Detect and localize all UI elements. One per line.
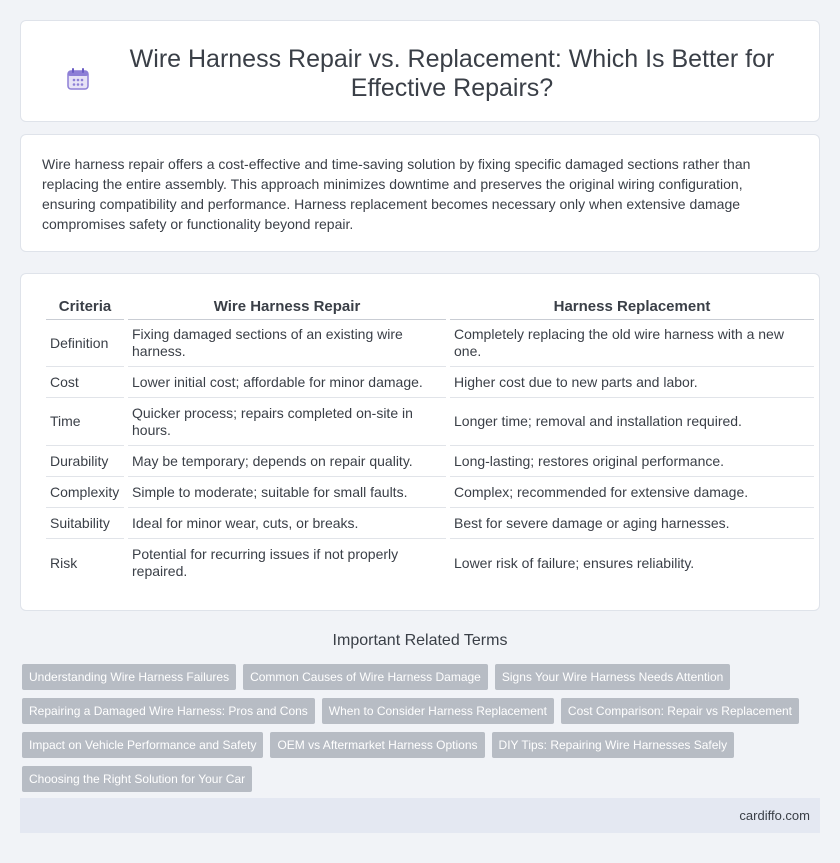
footer-site-link[interactable]: cardiffo.com	[739, 808, 810, 823]
replacement-cell: Best for severe damage or aging harnesses.	[450, 508, 814, 539]
table-row	[46, 446, 814, 477]
table-row	[46, 367, 814, 398]
related-term-tag[interactable]: Choosing the Right Solution for Your Car	[22, 766, 252, 792]
repair-cell: Lower initial cost; affordable for minor damage.	[128, 367, 446, 398]
criteria-cell: Suitability	[46, 508, 124, 539]
header-criteria: Criteria	[46, 293, 124, 320]
repair-cell: Fixing damaged sections of an existing wire harness.	[128, 320, 446, 367]
related-term-tag[interactable]: Understanding Wire Harness Failures	[22, 664, 236, 690]
related-term-tag[interactable]: Signs Your Wire Harness Needs Attention	[495, 664, 730, 690]
criteria-cell: Risk	[50, 554, 78, 571]
comparison-table	[42, 293, 818, 587]
repair-cell: May be temporary; depends on repair quality.	[128, 446, 446, 477]
table-row	[46, 398, 814, 446]
criteria-cell: Cost	[46, 367, 124, 398]
table-row	[46, 477, 814, 508]
related-term-tag[interactable]: Cost Comparison: Repair vs Replacement	[561, 698, 799, 724]
header-replacement: Harness Replacement	[450, 293, 814, 320]
table-row	[46, 320, 814, 367]
table-header-row	[46, 293, 814, 320]
criteria-cell: Complexity	[46, 477, 124, 508]
criteria-cell: Definition	[46, 320, 124, 367]
criteria-cell: Durability	[46, 446, 124, 477]
repair-cell: Simple to moderate; suitable for small faults.	[128, 477, 446, 508]
related-terms-list	[22, 664, 812, 792]
related-term-tag[interactable]: Repairing a Damaged Wire Harness: Pros and Cons	[22, 698, 315, 724]
replacement-cell: Lower risk of failure; ensures reliability.	[454, 554, 695, 571]
related-term-tag[interactable]: DIY Tips: Repairing Wire Harnesses Safely	[492, 732, 735, 758]
page-title: Wire Harness Repair vs. Replacement: Which Is Better for Effective Repairs?	[129, 45, 775, 102]
related-term-tag[interactable]: Common Causes of Wire Harness Damage	[243, 664, 488, 690]
repair-cell: Quicker process; repairs completed on-site in hours.	[128, 398, 446, 446]
replacement-cell: Longer time; removal and installation required.	[450, 398, 814, 446]
comparison-card	[20, 273, 820, 611]
related-term-tag[interactable]: Impact on Vehicle Performance and Safety	[22, 732, 263, 758]
footer	[20, 798, 820, 833]
related-terms-title: Important Related Terms	[332, 632, 508, 649]
related-term-tag[interactable]: OEM vs Aftermarket Harness Options	[270, 732, 484, 758]
intro-card	[20, 134, 820, 252]
replacement-cell: Complex; recommended for extensive damage.	[450, 477, 814, 508]
intro-paragraph: Wire harness repair offers a cost-effective and time-saving solution by fixing specific damaged sections rather than replacing the entire assembly. This approach minimizes downtime and preserves the original wiring configuration, ensuring compatibility and performance. Harness replacement becomes necessary only when extensive damage compromises safety or functionality beyond repair.	[42, 156, 751, 232]
table-row	[46, 539, 814, 587]
repair-cell: Potential for recurring issues if not properly repaired.	[132, 546, 399, 579]
criteria-cell: Time	[46, 398, 124, 446]
title-card	[20, 20, 820, 122]
table-row	[46, 508, 814, 539]
replacement-cell: Long-lasting; restores original performance.	[450, 446, 814, 477]
calendar-icon	[65, 66, 91, 92]
replacement-cell: Higher cost due to new parts and labor.	[450, 367, 814, 398]
header-repair: Wire Harness Repair	[128, 293, 446, 320]
related-term-tag[interactable]: When to Consider Harness Replacement	[322, 698, 554, 724]
repair-cell: Ideal for minor wear, cuts, or breaks.	[128, 508, 446, 539]
replacement-cell: Completely replacing the old wire harness with a new one.	[450, 320, 814, 367]
